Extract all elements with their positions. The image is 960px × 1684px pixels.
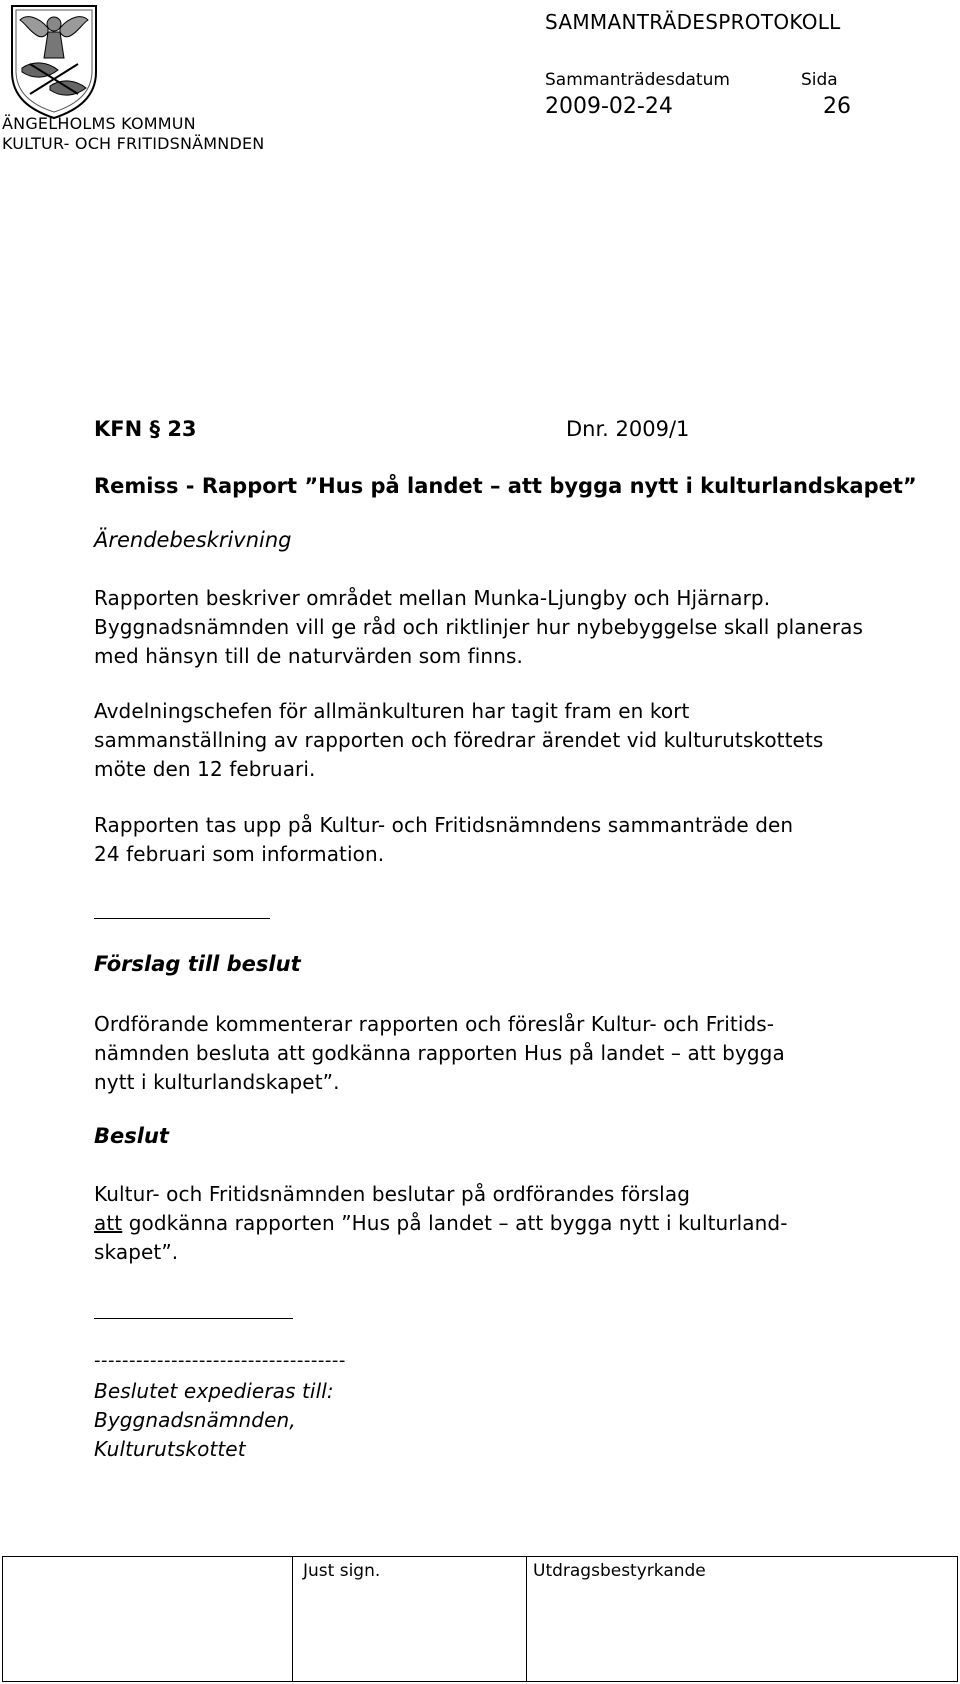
text-line: Avdelningschefen för allmänkulturen har tagit fram en kort: [94, 699, 690, 723]
municipality-name: ÄNGELHOLMS KOMMUN: [2, 114, 196, 133]
text-segment: godkänna rapporten ”Hus på landet – att bygga nytt i kulturland-: [122, 1211, 788, 1235]
text-line: Kultur- och Fritidsnämnden beslutar på ordförandes förslag: [94, 1182, 690, 1206]
committee-name: KULTUR- OCH FRITIDSNÄMNDEN: [2, 134, 265, 153]
decision-heading: Beslut: [94, 1124, 169, 1148]
proposal-heading: Förslag till beslut: [94, 952, 301, 976]
municipality-coat-of-arms-logo: [8, 2, 100, 120]
signature-table: [2, 1556, 958, 1682]
signature-cell-certified: [527, 1557, 957, 1681]
case-title: Remiss - Rapport ”Hus på landet – att bygga nytt i kulturlandskapet”: [94, 474, 917, 498]
section-divider: [94, 1318, 293, 1319]
distribution-recipient: Byggnadsnämnden,: [94, 1408, 296, 1432]
description-heading: Ärendebeskrivning: [94, 528, 292, 552]
text-line: nytt i kulturlandskapet”.: [94, 1070, 340, 1094]
proposal-paragraph: [94, 1010, 785, 1097]
meeting-date-label: Sammanträdesdatum: [545, 70, 730, 90]
distribution-recipient: Kulturutskottet: [94, 1437, 246, 1461]
description-paragraph-3: [94, 811, 793, 869]
description-paragraph-1: [94, 584, 863, 671]
just-sign-label: Just sign.: [303, 1561, 381, 1581]
registration-number: Dnr. 2009/1: [566, 417, 690, 441]
text-line: Rapporten beskriver området mellan Munka-Ljungby och Hjärnarp.: [94, 586, 771, 610]
page-number: 26: [823, 94, 851, 119]
distribution-block: [94, 1377, 334, 1464]
text-line: skapet”.: [94, 1240, 179, 1264]
text-line: Ordförande kommenterar rapporten och föreslår Kultur- och Fritids-: [94, 1012, 775, 1036]
certified-extract-label: Utdragsbestyrkande: [533, 1561, 706, 1581]
paragraph-number: KFN § 23: [94, 417, 197, 441]
underlined-att: att: [94, 1211, 123, 1235]
page-label: Sida: [801, 70, 838, 90]
signature-cell-just-sign: [293, 1557, 527, 1681]
decision-paragraph: [94, 1180, 788, 1267]
text-line: 24 februari som information.: [94, 842, 385, 866]
text-line: nämnden besluta att godkänna rapporten Hus på landet – att bygga: [94, 1041, 785, 1065]
signature-cell-empty: [3, 1557, 293, 1681]
text-line: sammanställning av rapporten och föredrar ärendet vid kulturutskottets: [94, 728, 824, 752]
section-divider: [94, 918, 270, 919]
text-line: Rapporten tas upp på Kultur- och Fritidsnämndens sammanträde den: [94, 813, 794, 837]
text-line: med hänsyn till de naturvärden som finns.: [94, 644, 523, 668]
distribution-label: Beslutet expedieras till:: [94, 1379, 334, 1403]
text-line: möte den 12 februari.: [94, 757, 316, 781]
text-line: Byggnadsnämnden vill ge råd och riktlinjer hur nybebyggelse skall planeras: [94, 615, 864, 639]
dash-separator: ------------------------------------: [94, 1350, 346, 1371]
text-line: [94, 1209, 788, 1238]
description-paragraph-2: [94, 697, 823, 784]
meeting-date-value: 2009-02-24: [545, 94, 673, 119]
document-type-title: SAMMANTRÄDESPROTOKOLL: [545, 10, 841, 34]
